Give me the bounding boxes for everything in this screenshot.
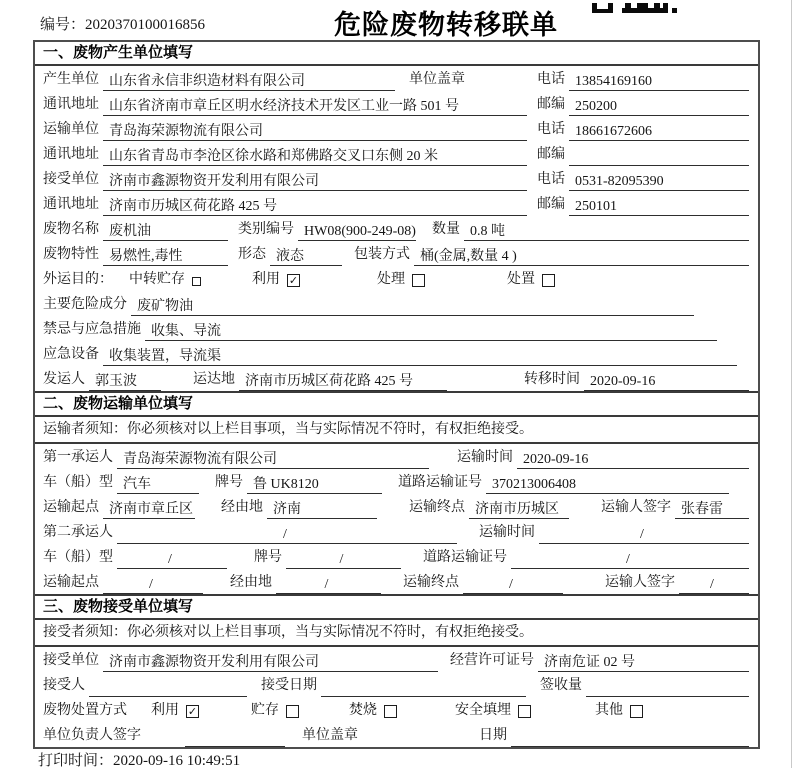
section3-header: 三、废物接受单位填写 — [35, 594, 758, 620]
producer-zip-value: 250200 — [569, 97, 749, 116]
disposal-option-incinerate-label: 焚烧 — [349, 703, 377, 718]
carrier1-value: 青岛海荣源物流有限公司 — [117, 450, 429, 469]
print-time-value: 2020-09-16 10:49:51 — [113, 753, 241, 768]
accept-date-value — [321, 678, 526, 697]
shipper-time-value: 2020-09-16 — [584, 372, 749, 391]
producer-seal-label: 单位盖章 — [409, 72, 465, 87]
disposal-option-landfill-checkbox — [518, 705, 531, 718]
taboo-label: 禁忌与应急措施 — [43, 322, 141, 337]
row-taboo — [35, 316, 758, 341]
row-route2 — [35, 569, 758, 594]
route2-start-value: / — [103, 575, 203, 594]
purpose-option-transfer-storage-label: 中转贮存 — [129, 272, 185, 287]
row-receiver-address — [35, 191, 758, 216]
accept-date-label: 接受日期 — [261, 678, 317, 693]
serial-number-line — [40, 13, 205, 34]
disposal-option-storage-label: 贮存 — [251, 703, 279, 718]
disposal-option-other-label: 其他 — [595, 703, 623, 718]
hazard-value: 废矿物油 — [131, 297, 694, 316]
purpose-option-transfer-storage-checkbox — [192, 277, 201, 286]
waste-form-value: 液态 — [270, 247, 342, 266]
taboo-value: 收集、导流 — [145, 322, 717, 341]
shipper-dest-value: 济南市历城区荷花路 425 号 — [239, 372, 447, 391]
transporter-zip-label: 邮编 — [537, 147, 565, 162]
receiver-address-value: 济南市历城区荷花路 425 号 — [103, 197, 527, 216]
transporter-zip-value — [569, 147, 749, 166]
receiver-zip-value: 250101 — [569, 197, 749, 216]
row-shipper — [35, 366, 758, 391]
hazard-label: 主要危险成分 — [43, 297, 127, 312]
section2-notice: 运输者须知：你必须核对以上栏目事项，当与实际情况不符时，有权拒绝接受。 — [35, 417, 758, 444]
route2-end-value: / — [463, 575, 563, 594]
waste-code-value: HW08(900-249-08) — [298, 222, 416, 241]
serial-label: 编号： — [40, 17, 86, 33]
waste-qty-label: 数量 — [432, 222, 460, 237]
producer-phone-label: 电话 — [537, 72, 565, 87]
transporter-address-value: 山东省青岛市李沧区徐水路和郑佛路交叉口东侧 20 米 — [103, 147, 527, 166]
accept-license-value: 济南危证 02 号 — [538, 653, 749, 672]
row-signature — [35, 722, 758, 747]
page-title: 危险废物转移联单 — [334, 10, 558, 40]
row-vehicle2 — [35, 544, 758, 569]
vehicle2-label: 车（船）型 — [43, 550, 113, 565]
print-time-line — [38, 749, 240, 768]
row-waste-props — [35, 241, 758, 266]
waste-pack-label: 包装方式 — [354, 247, 410, 262]
sign-date-value — [511, 728, 749, 747]
row-vehicle1 — [35, 469, 758, 494]
row-disposal — [35, 697, 758, 722]
transporter-value: 青岛海荣源物流有限公司 — [103, 122, 527, 141]
producer-address-label: 通讯地址 — [43, 97, 99, 112]
producer-value: 山东省永信非织造材料有限公司 — [103, 72, 395, 91]
route1-via-label: 经由地 — [221, 500, 263, 515]
waste-props-label: 废物特性 — [43, 247, 99, 262]
signed-qty-label: 签收量 — [540, 678, 582, 693]
vehicle2-value: / — [117, 550, 227, 569]
waste-qty-value: 0.8 吨 — [464, 222, 749, 241]
producer-address-value: 山东省济南市章丘区明水经济技术开发区工业一路 501 号 — [103, 97, 527, 116]
row-acceptor — [35, 672, 758, 697]
disposal-option-utilize-checkbox — [186, 705, 199, 718]
vehicle2-license-label: 道路运输证号 — [423, 550, 507, 565]
route1-end-value: 济南市历城区 — [469, 500, 569, 519]
signed-qty-value — [586, 678, 749, 697]
route2-via-label: 经由地 — [230, 575, 272, 590]
row-receiver — [35, 166, 758, 191]
route1-end-label: 运输终点 — [409, 500, 465, 515]
disposal-option-incinerate-checkbox — [384, 705, 397, 718]
disposal-option-other-checkbox — [630, 705, 643, 718]
acceptor-label: 接受人 — [43, 678, 85, 693]
row-transporter-address — [35, 141, 758, 166]
row-carrier2 — [35, 519, 758, 544]
vehicle1-value: 汽车 — [117, 475, 199, 494]
disposal-option-landfill-label: 安全填埋 — [455, 703, 511, 718]
route2-sign-value: / — [679, 575, 749, 594]
vehicle1-license-value: 370213006408 — [486, 475, 729, 494]
carrier1-label: 第一承运人 — [43, 450, 113, 465]
transporter-address-label: 通讯地址 — [43, 147, 99, 162]
receiver-value: 济南市鑫源物资开发利用有限公司 — [103, 172, 527, 191]
vehicle2-plate-value: / — [286, 550, 401, 569]
responsible-sign-value — [185, 728, 285, 747]
purpose-option-dispose-checkbox — [542, 274, 555, 287]
row-producer-address — [35, 91, 758, 116]
shipper-dest-label: 运达地 — [193, 372, 235, 387]
disposal-option-storage-checkbox — [286, 705, 299, 718]
shipper-label: 发运人 — [43, 372, 85, 387]
carrier1-time-label: 运输时间 — [457, 450, 513, 465]
route1-start-value: 济南市章丘区 — [103, 500, 195, 519]
producer-zip-label: 邮编 — [537, 97, 565, 112]
route1-via-value: 济南 — [267, 500, 377, 519]
responsible-sign-label: 单位负责人签字 — [43, 728, 141, 743]
carrier1-time-value: 2020-09-16 — [517, 450, 749, 469]
row-carrier1 — [35, 444, 758, 469]
carrier2-value: / — [117, 525, 457, 544]
route1-sign-label: 运输人签字 — [601, 500, 671, 515]
waste-form-label: 形态 — [238, 247, 266, 262]
section2-header: 二、废物运输单位填写 — [35, 391, 758, 417]
producer-phone-value: 13854169160 — [569, 72, 749, 91]
waste-name-value: 废机油 — [103, 222, 228, 241]
row-accept-unit — [35, 647, 758, 672]
equipment-label: 应急设备 — [43, 347, 99, 362]
print-time-label: 打印时间： — [38, 753, 114, 768]
vehicle1-license-label: 道路运输证号 — [398, 475, 482, 490]
receiver-address-label: 通讯地址 — [43, 197, 99, 212]
route2-end-label: 运输终点 — [403, 575, 459, 590]
purpose-option-utilize-label: 利用 — [252, 272, 280, 287]
transporter-phone-label: 电话 — [537, 122, 565, 137]
vehicle1-plate-value: 鲁 UK8120 — [247, 475, 382, 494]
row-equipment — [35, 341, 758, 366]
disposal-label: 废物处置方式 — [43, 703, 127, 718]
purpose-option-treat-label: 处理 — [377, 272, 405, 287]
unit-seal-label: 单位盖章 — [302, 728, 358, 743]
qr-code-fragment — [592, 0, 677, 18]
acceptor-value — [89, 678, 247, 697]
waste-code-label: 类别编号 — [238, 222, 294, 237]
waste-name-label: 废物名称 — [43, 222, 99, 237]
row-route1 — [35, 494, 758, 519]
serial-value: 2020370100016856 — [85, 17, 206, 33]
shipper-time-label: 转移时间 — [524, 372, 580, 387]
waste-props-value: 易燃性,毒性 — [103, 247, 228, 266]
purpose-option-dispose-label: 处置 — [507, 272, 535, 287]
row-hazard — [35, 291, 758, 316]
carrier2-time-label: 运输时间 — [479, 525, 535, 540]
transporter-label: 运输单位 — [43, 122, 99, 137]
shipper-value: 郭玉波 — [89, 372, 161, 391]
purpose-option-utilize-checkbox — [287, 274, 300, 287]
checkmark: ✓ — [187, 705, 198, 718]
route1-sign-value: 张春雷 — [675, 500, 749, 519]
accept-unit-value: 济南市鑫源物资开发利用有限公司 — [103, 653, 438, 672]
equipment-value: 收集装置，导流渠 — [103, 347, 737, 366]
sign-date-label: 日期 — [479, 728, 507, 743]
checkmark: ✓ — [288, 274, 299, 287]
vehicle2-license-value: / — [511, 550, 749, 569]
accept-license-label: 经营许可证号 — [450, 653, 534, 668]
accept-unit-label: 接受单位 — [43, 653, 99, 668]
route2-start-label: 运输起点 — [43, 575, 99, 590]
vehicle1-plate-label: 牌号 — [215, 475, 243, 490]
waste-pack-value: 桶(金属,数量 4 ) — [414, 247, 749, 266]
disposal-option-utilize-label: 利用 — [151, 703, 179, 718]
vehicle2-plate-label: 牌号 — [254, 550, 282, 565]
receiver-phone-label: 电话 — [537, 172, 565, 187]
section1-header: 一、废物产生单位填写 — [35, 42, 758, 66]
purpose-option-treat-checkbox — [412, 274, 425, 287]
route1-start-label: 运输起点 — [43, 500, 99, 515]
carrier2-label: 第二承运人 — [43, 525, 113, 540]
row-producer — [35, 66, 758, 91]
receiver-phone-value: 0531-82095390 — [569, 172, 749, 191]
page-edge-line — [791, 0, 792, 768]
section3-notice: 接受者须知：你必须核对以上栏目事项，当与实际情况不符时，有权拒绝接受。 — [35, 620, 758, 647]
transfer-form-table — [33, 40, 760, 749]
row-transporter — [35, 116, 758, 141]
receiver-label: 接受单位 — [43, 172, 99, 187]
row-purpose — [35, 266, 758, 291]
route2-via-value: / — [276, 575, 381, 594]
route2-sign-label: 运输人签字 — [605, 575, 675, 590]
producer-label: 产生单位 — [43, 72, 99, 87]
purpose-label: 外运目的： — [43, 272, 113, 287]
vehicle1-label: 车（船）型 — [43, 475, 113, 490]
receiver-zip-label: 邮编 — [537, 197, 565, 212]
carrier2-time-value: / — [539, 525, 749, 544]
transporter-phone-value: 18661672606 — [569, 122, 749, 141]
row-waste-name — [35, 216, 758, 241]
